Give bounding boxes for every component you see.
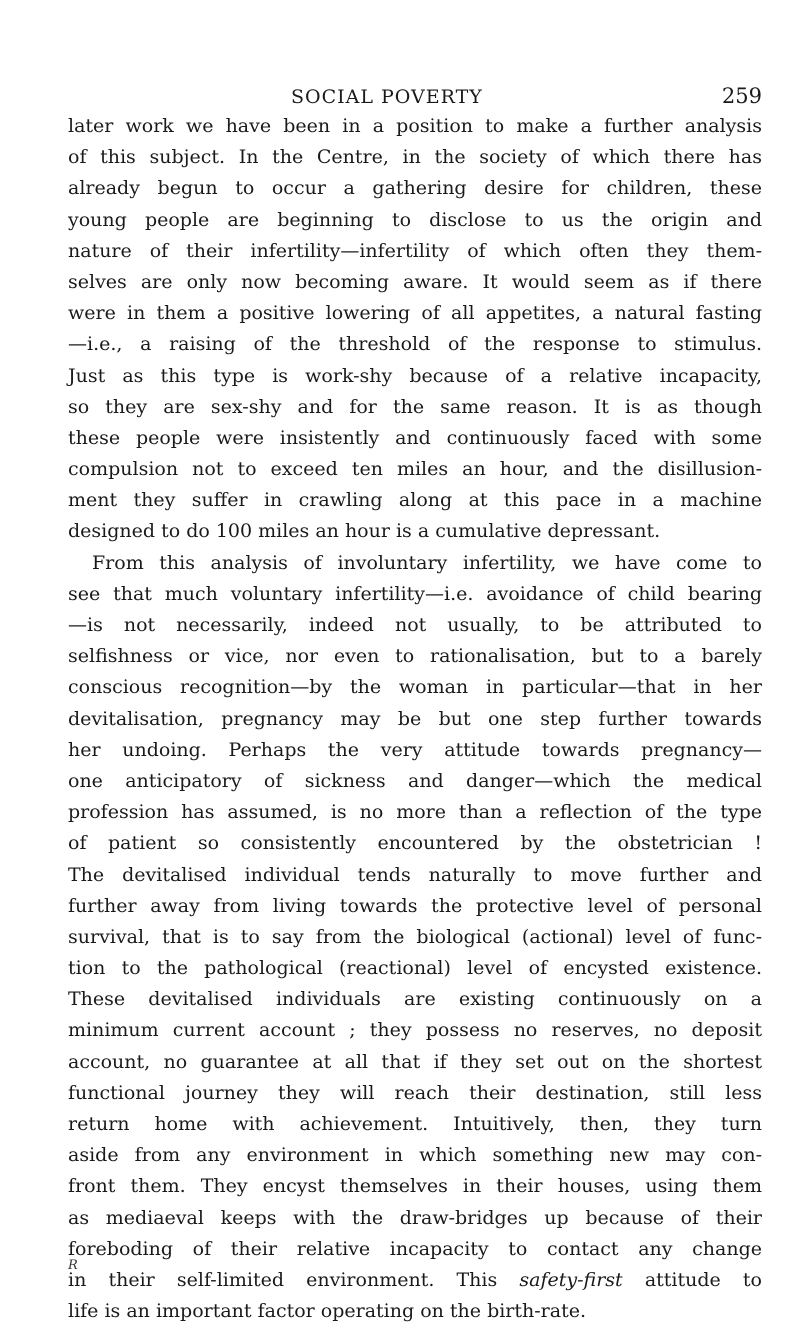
text-line: selfishness or vice, nor even to rationalisation, but to a barely (68, 645, 762, 668)
text-line: foreboding of their relative incapacity to contact any change (68, 1237, 762, 1260)
text-segment: in their self-limited environment. This (68, 1268, 520, 1291)
running-head (68, 86, 762, 110)
text-line: life is an important factor operating on the birth-rate. (68, 1300, 587, 1323)
text-line: These devitalised individuals are existing continuously on a (68, 988, 762, 1011)
text-line: already begun to occur a gathering desire for children, these (68, 177, 762, 200)
text-line: —is not necessarily, indeed not usually, to be attributed to (68, 614, 762, 636)
text-line: of patient so consistently encountered by the obstetrician ! (68, 832, 762, 855)
text-line: ment they suffer in crawling along at this pace in a machine (68, 489, 762, 512)
text-line: The devitalised individual tends naturally to move further and (68, 863, 762, 886)
text-line: of this subject. In the Centre, in the society of which there has (68, 146, 762, 169)
text-line: minimum current account ; they possess no reserves, no deposit (68, 1019, 762, 1042)
text-line: see that much voluntary infertility—i.e. avoidance of child bearing (68, 582, 762, 605)
text-line: conscious recognition—by the woman in particular—that in her (68, 676, 762, 699)
text-line: one anticipatory of sickness and danger—which the medical (68, 769, 762, 792)
page-number: 259 (721, 84, 762, 108)
text-line: Just as this type is work-shy because of a relative incapacity, (68, 364, 762, 387)
text-line: aside from any environment in which something new may con- (68, 1144, 762, 1167)
paragraph-start-line: From this analysis of involuntary infertility, we have come to (92, 551, 762, 574)
text-line: —i.e., a raising of the threshold of the response to stimulus. (68, 333, 762, 356)
text-line: account, no guarantee at all that if they set out on the shortest (68, 1050, 762, 1073)
text-line: survival, that is to say from the biological (actional) level of func- (68, 925, 762, 948)
text-line: front them. They encyst themselves in their houses, using them (68, 1175, 762, 1198)
text-line (68, 1265, 762, 1296)
text-line: later work we have been in a position to make a further analysis (68, 115, 762, 137)
text-line: her undoing. Perhaps the very attitude towards pregnancy— (68, 738, 762, 761)
text-line: designed to do 100 miles an hour is a cumulative depressant. (68, 520, 661, 543)
running-title: SOCIAL POVERTY (291, 86, 483, 108)
text-line: further away from living towards the protective level of personal (68, 894, 762, 917)
emphasis-text: safety-first (519, 1268, 623, 1291)
text-segment: attitude to (622, 1268, 762, 1291)
text-line: compulsion not to exceed ten miles an hour, and the disillusion- (68, 458, 762, 481)
text-line: tion to the pathological (reactional) level of encysted existence. (68, 957, 762, 980)
text-line: return home with achievement. Intuitively, then, they turn (68, 1113, 762, 1135)
text-line: profession has assumed, is no more than a reflection of the type (68, 801, 762, 824)
text-line: young people are beginning to disclose to us the origin and (68, 208, 762, 231)
signature-mark: R (68, 1258, 78, 1273)
text-line: nature of their infertility—infertility of which often they them- (68, 239, 762, 262)
text-line: these people were insistently and continuously faced with some (68, 426, 762, 449)
text-line: were in them a positive lowering of all appetites, a natural fasting (68, 302, 762, 325)
text-line: functional journey they will reach their destination, still less (68, 1081, 762, 1104)
text-line: selves are only now becoming aware. It would seem as if there (68, 270, 762, 293)
text-line: as mediaeval keeps with the draw-bridges up because of their (68, 1206, 762, 1229)
body-text (68, 111, 762, 1327)
text-line: devitalisation, pregnancy may be but one step further towards (68, 707, 762, 730)
text-line: so they are sex-shy and for the same reason. It is as though (68, 395, 762, 418)
